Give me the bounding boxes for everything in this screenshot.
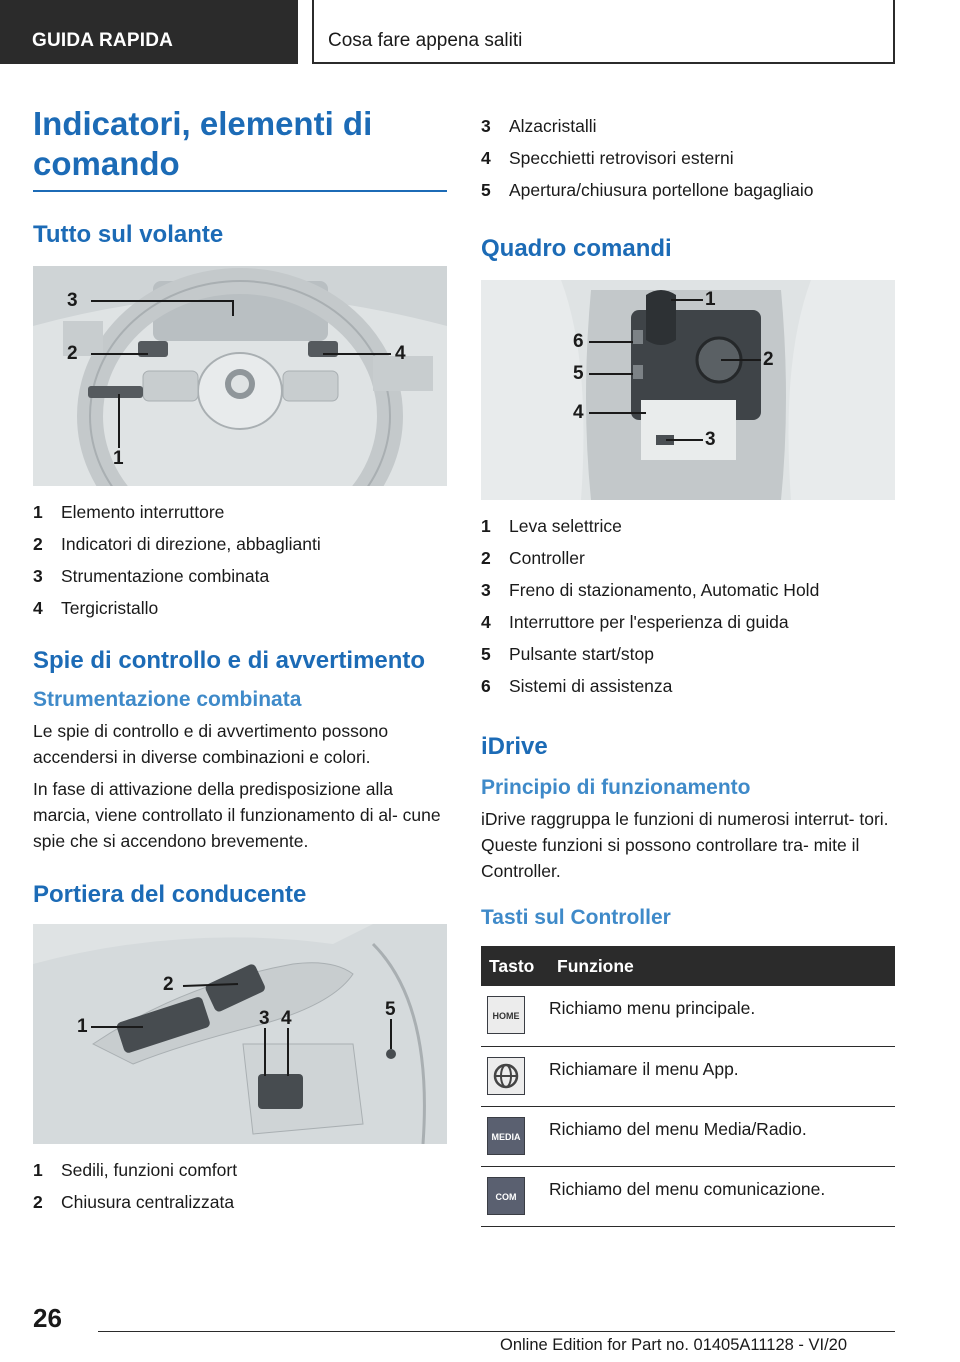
callout-2: 2 bbox=[163, 974, 174, 995]
callout-2: 2 bbox=[763, 349, 774, 370]
steering-heading: Tutto sul volante bbox=[33, 221, 224, 248]
table-row bbox=[481, 986, 895, 1046]
list-item: 4 Tergicristallo bbox=[33, 598, 159, 618]
console-illustration bbox=[481, 280, 895, 500]
door-legend-left bbox=[33, 1154, 447, 1218]
table-cell: Richiamare il menu App. bbox=[549, 1046, 895, 1106]
callout-5: 5 bbox=[385, 999, 396, 1020]
list-item: 3 Alzacristalli bbox=[481, 116, 597, 136]
keys-table-heading: Tasti sul Controller bbox=[481, 906, 671, 929]
list-item: 1 Leva selettrice bbox=[481, 516, 622, 536]
footer-divider bbox=[98, 1331, 895, 1332]
callout-4: 4 bbox=[395, 343, 406, 364]
home-key-icon: HOME bbox=[487, 996, 525, 1034]
lights-paragraph-1: Le spie di controllo e di avvertimento possono accendersi in diverse combinazioni e colori. bbox=[33, 721, 389, 767]
list-item: 2 Indicatori di direzione, abbaglianti bbox=[33, 534, 321, 554]
list-item: 3 Freno di stazionamento, Automatic Hold bbox=[481, 580, 820, 600]
lights-subheading: Strumentazione combinata bbox=[33, 688, 302, 711]
callout-3: 3 bbox=[67, 290, 78, 311]
table-header-row bbox=[481, 946, 895, 986]
list-item: 4 Specchietti retrovisori esterni bbox=[481, 148, 734, 168]
callout-4: 4 bbox=[281, 1008, 292, 1029]
list-item: 2 Controller bbox=[481, 548, 585, 568]
page-title: Indicatori, elementi di comando bbox=[33, 104, 447, 192]
table-row bbox=[481, 1166, 895, 1226]
table-row bbox=[481, 1046, 895, 1106]
lights-paragraph-2: In fase di attivazione della predisposizione alla marcia, viene controllato il funzionamento di al‐ cune spie che si accendono brevemente. bbox=[33, 779, 441, 851]
list-item: 1 Elemento interruttore bbox=[33, 502, 225, 522]
steering-wheel-illustration bbox=[33, 266, 447, 486]
table-cell: Richiamo del menu comunicazione. bbox=[549, 1166, 895, 1226]
edition-text: Online Edition for Part no. 01405A11128 - VI/20 bbox=[500, 1336, 848, 1354]
console-heading: Quadro comandi bbox=[481, 235, 672, 262]
steering-wheel-figure bbox=[33, 266, 447, 486]
door-illustration bbox=[33, 924, 447, 1144]
table-row bbox=[481, 1106, 895, 1166]
callout-3: 3 bbox=[259, 1008, 270, 1029]
door-figure bbox=[33, 924, 447, 1144]
console-figure bbox=[481, 280, 895, 500]
door-heading: Portiera del conducente bbox=[33, 881, 307, 908]
table-cell: Richiamo del menu Media/Radio. bbox=[549, 1106, 895, 1166]
chapter-tab: Cosa fare appena saliti bbox=[312, 0, 895, 64]
section-tab: GUIDA RAPIDA bbox=[0, 0, 298, 64]
callout-2: 2 bbox=[67, 343, 78, 364]
left-column bbox=[33, 104, 447, 1218]
list-item: 6 Sistemi di assistenza bbox=[481, 676, 673, 696]
list-item: 4 Interruttore per l'esperienza di guida bbox=[481, 612, 789, 632]
callout-1: 1 bbox=[77, 1016, 88, 1037]
controller-keys-table bbox=[481, 946, 895, 1227]
app-globe-key-icon bbox=[487, 1057, 525, 1095]
steering-legend bbox=[33, 496, 447, 624]
callout-1: 1 bbox=[113, 448, 124, 469]
lights-heading: Spie di controllo e di avvertimento bbox=[33, 647, 426, 674]
door-legend-right bbox=[481, 110, 895, 206]
callout-4: 4 bbox=[573, 402, 584, 423]
col-function-header: Funzione bbox=[549, 946, 895, 986]
list-item: 5 Apertura/chiusura portellone bagagliaio bbox=[481, 180, 814, 200]
idrive-heading: iDrive bbox=[481, 733, 548, 760]
idrive-subheading: Principio di funzionamento bbox=[481, 776, 751, 799]
media-key-icon: MEDIA bbox=[487, 1117, 525, 1155]
table-cell: Richiamo menu principale. bbox=[549, 986, 895, 1046]
callout-5: 5 bbox=[573, 363, 584, 384]
callout-6: 6 bbox=[573, 331, 584, 352]
callout-1: 1 bbox=[705, 289, 716, 310]
col-key-header: Tasto bbox=[481, 946, 549, 986]
com-key-icon: COM bbox=[487, 1177, 525, 1215]
list-item: 5 Pulsante start/stop bbox=[481, 644, 654, 664]
right-column bbox=[481, 110, 895, 1227]
page-header bbox=[0, 0, 960, 64]
callout-3: 3 bbox=[705, 429, 716, 450]
list-item: 3 Strumentazione combinata bbox=[33, 566, 270, 586]
list-item: 2 Chiusura centralizzata bbox=[33, 1192, 235, 1212]
idrive-paragraph: iDrive raggruppa le funzioni di numerosi interrut‐ tori. Queste funzioni si possono controllare tra‐ mite il Controller. bbox=[481, 809, 889, 881]
list-item: 1 Sedili, funzioni comfort bbox=[33, 1160, 238, 1180]
page-number: 26 bbox=[33, 1303, 62, 1333]
console-legend bbox=[481, 510, 895, 702]
